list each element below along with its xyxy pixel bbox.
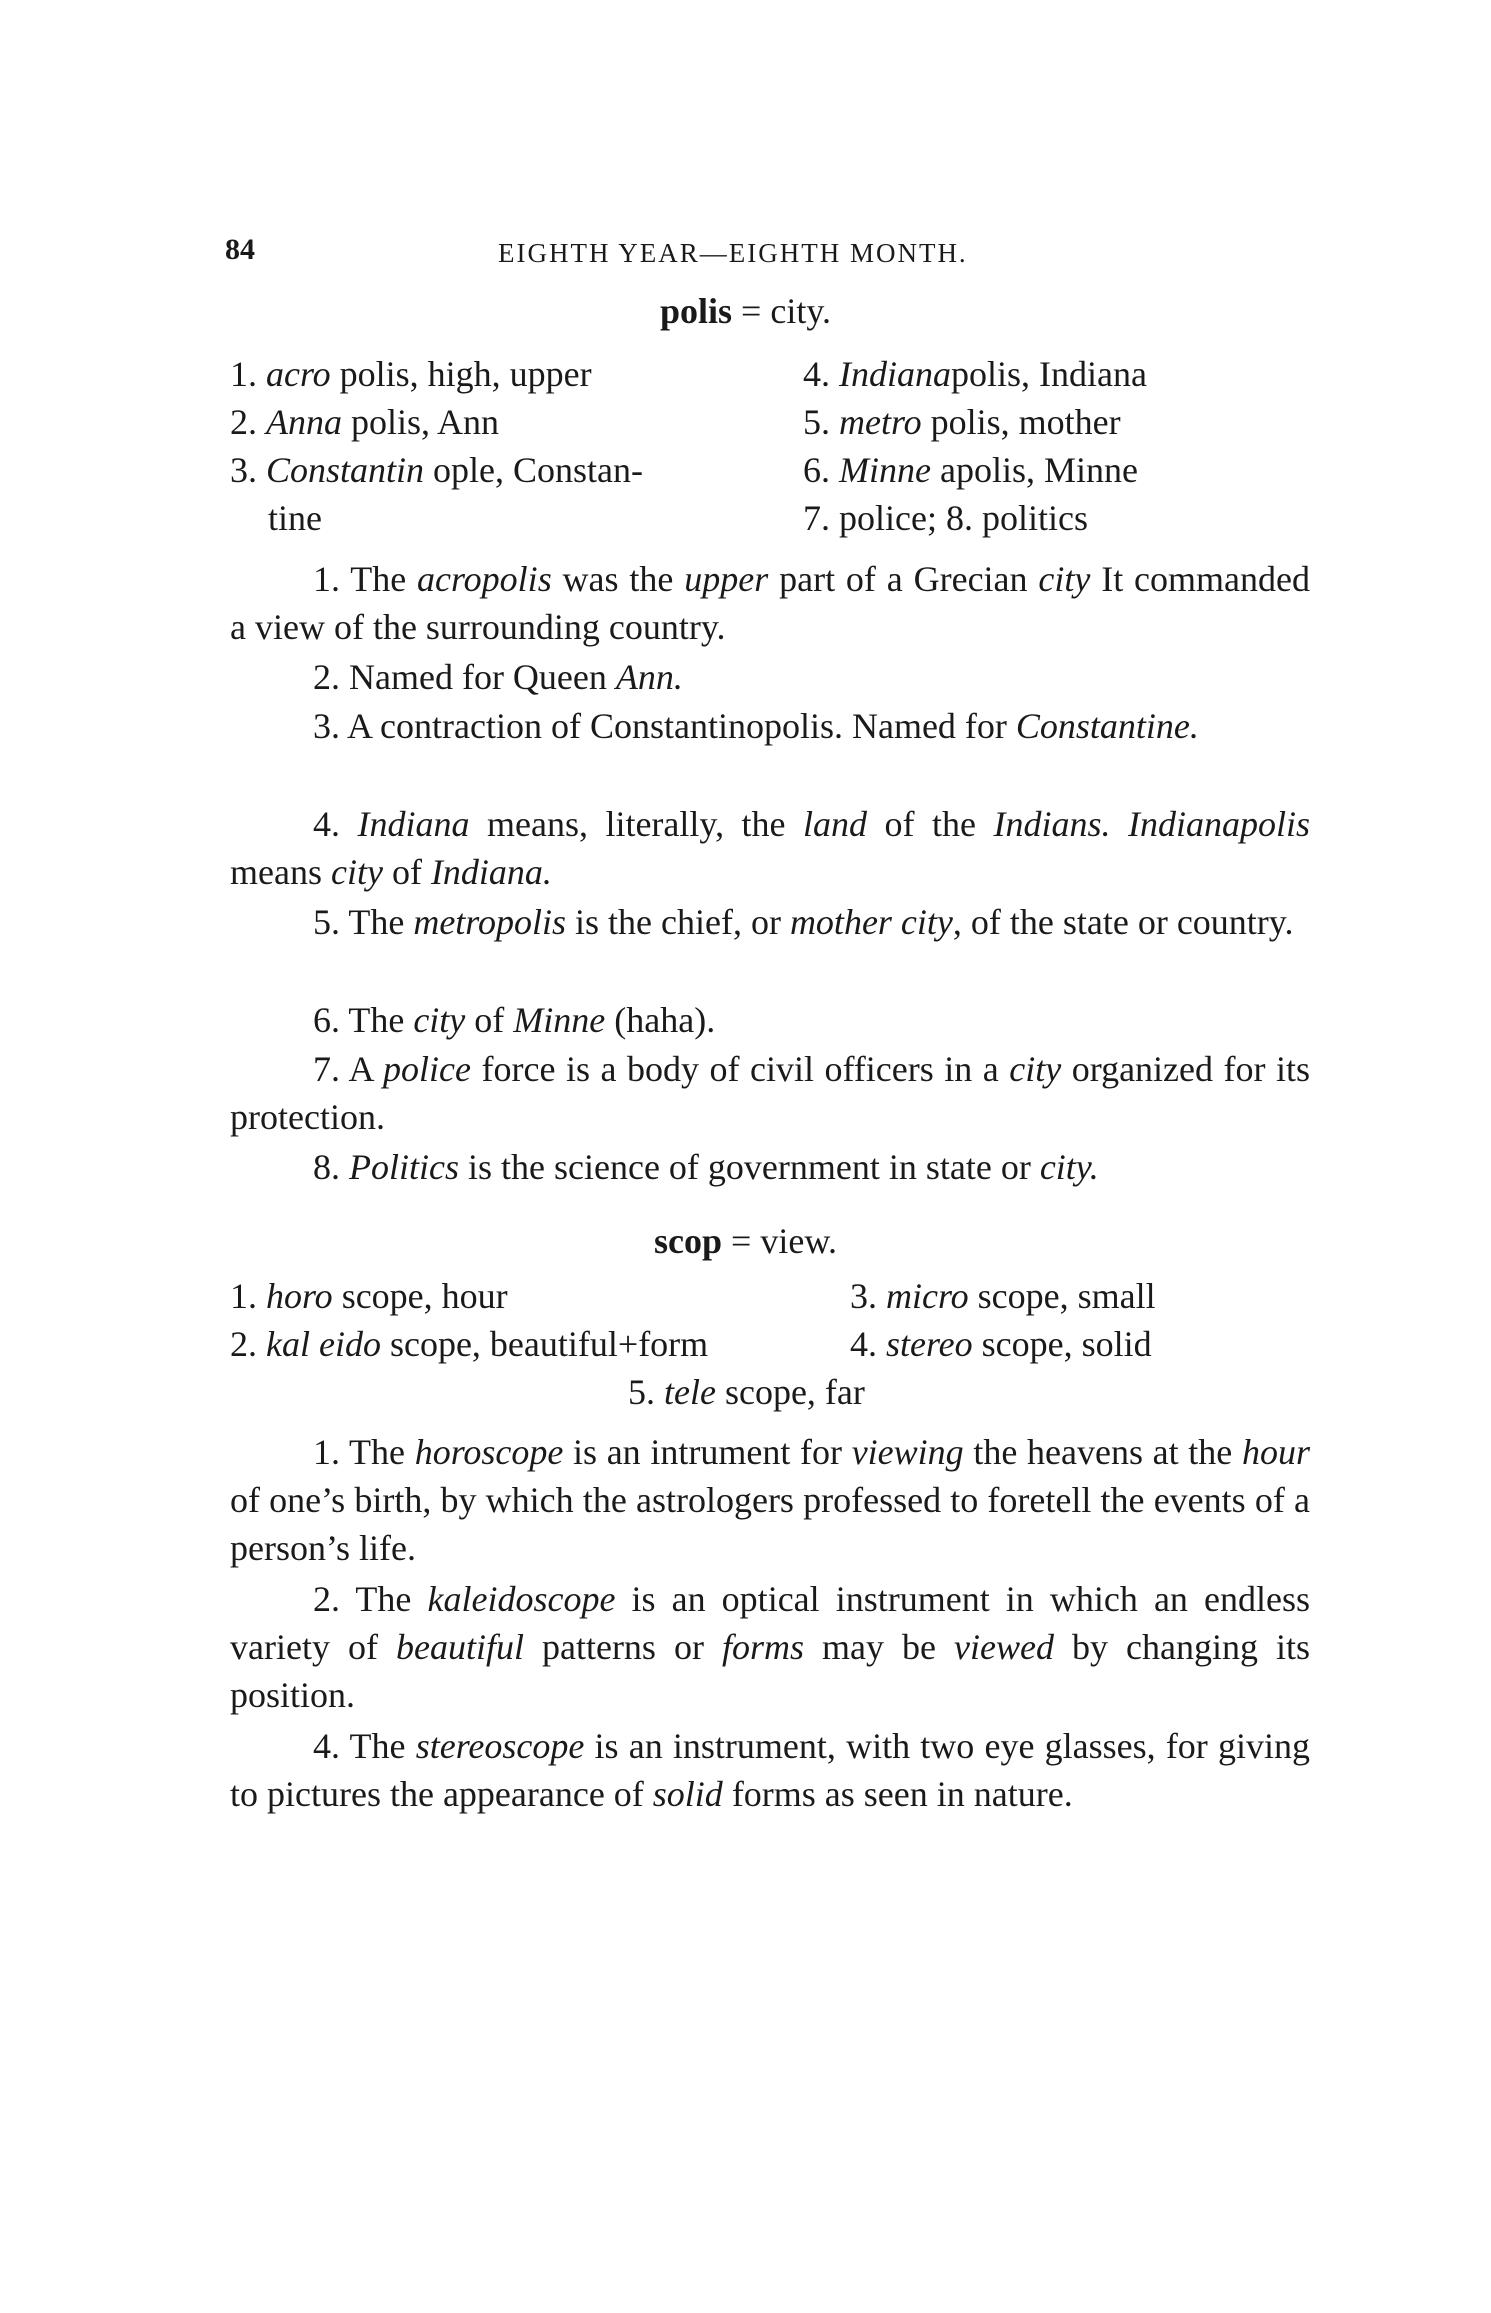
paragraph: 8. Politics is the science of government in state or city. bbox=[313, 1147, 1099, 1187]
paragraph: 2. The kaleidoscope is an optical instrument in which an endless variety of beautiful patterns or forms may be viewed by changing its position. bbox=[230, 1579, 1310, 1715]
word-list-item: 3. Constantin ople, Constan- bbox=[230, 450, 644, 490]
word-list-item: 5. metro polis, mother bbox=[803, 402, 1121, 442]
running-title: EIGHTH YEAR—EIGHTH MONTH. bbox=[498, 238, 968, 268]
word-list-item: 7. police; 8. politics bbox=[803, 498, 1088, 538]
page-number: 84 bbox=[225, 233, 255, 266]
section-heading-scop bbox=[0, 1220, 1491, 1262]
paragraph: 4. Indiana means, literally, the land of the Indians. Indianapolis means city of Indiana. bbox=[230, 804, 1311, 892]
paragraph: 4. The stereoscope is an instrument, with two eye glasses, for giving to pictures the appearance of solid forms as seen in nature. bbox=[230, 1726, 1310, 1814]
word-list-item: tine bbox=[268, 498, 322, 538]
paragraph: 5. The metropolis is the chief, or mother city, of the state or country. bbox=[313, 902, 1294, 942]
word-list-item: 2. Anna polis, Ann bbox=[230, 402, 500, 442]
root-word: polis bbox=[660, 291, 733, 331]
paragraph: 1. The acropolis was the upper part of a Grecian city It commanded a view of the surrounding country. bbox=[230, 559, 1310, 647]
paragraph: 6. The city of Minne (haha). bbox=[313, 1000, 716, 1040]
word-list-item: 1. acro polis, high, upper bbox=[230, 354, 592, 394]
word-list-item: 5. tele scope, far bbox=[628, 1372, 865, 1412]
section-heading-polis bbox=[0, 290, 1491, 332]
word-list-item: 1. horo scope, hour bbox=[230, 1276, 508, 1316]
word-list-item: 4. stereo scope, solid bbox=[850, 1324, 1152, 1364]
word-list-item: 2. kal eido scope, beautiful+form bbox=[230, 1324, 709, 1364]
root-meaning: = city. bbox=[732, 291, 831, 331]
paragraph: 1. The horoscope is an intrument for viewing the heavens at the hour of one’s birth, by which the astrologers professed to foretell the events of a person’s life. bbox=[230, 1432, 1310, 1568]
root-meaning: = view. bbox=[722, 1221, 837, 1261]
root-word: scop bbox=[654, 1221, 723, 1261]
paragraph: 7. A police force is a body of civil officers in a city organized for its protection. bbox=[230, 1049, 1311, 1137]
word-list-item: 4. Indianapolis, Indiana bbox=[803, 354, 1147, 394]
paragraph: 3. A contraction of Constantinopolis. Named for Constantine. bbox=[313, 706, 1199, 746]
paragraph: 2. Named for Queen Ann. bbox=[313, 657, 683, 697]
word-list-item: 3. micro scope, small bbox=[850, 1276, 1156, 1316]
word-list-item: 6. Minne apolis, Minne bbox=[803, 450, 1138, 490]
